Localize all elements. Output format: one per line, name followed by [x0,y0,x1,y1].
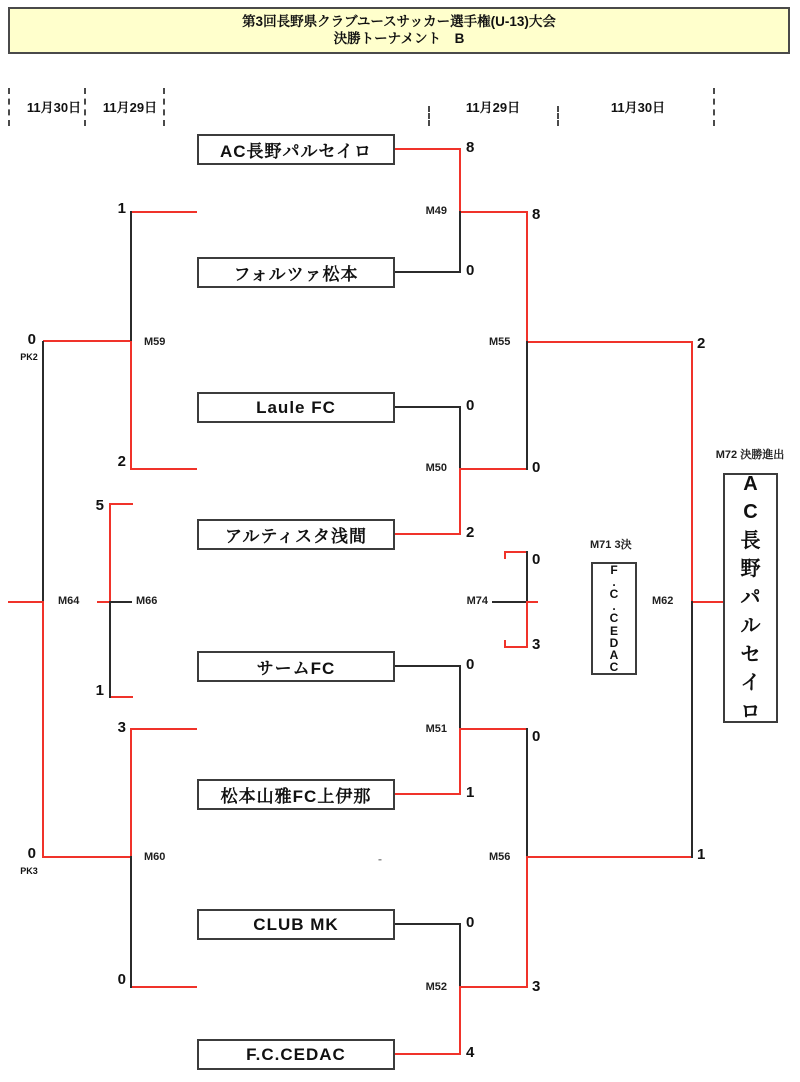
date-separator [428,106,430,126]
team-box-club-mk: CLUB MK [197,909,395,940]
team-box-forza-matsumoto: フォルツァ松本 [197,257,395,288]
bracket-line [42,601,44,858]
label-m56: M56 [489,851,511,863]
bracket-line [130,211,132,343]
bracket-line [109,503,111,603]
bracket-line [110,696,133,698]
vertical-text-char: C [609,660,619,675]
vertical-text-char: 野 [740,558,761,581]
vertical-text-char: C [743,501,758,524]
bracket-line [691,601,693,858]
vertical-text-char: セ [740,643,761,666]
score-m74-bottom: 3 [532,636,541,653]
bracket-line [504,640,506,648]
bracket-line [459,923,461,988]
bracket-line [8,601,43,603]
note-m59-pk: PK2 [20,352,38,362]
score-t1: 8 [466,139,475,156]
label-m72-final-advance: M72 決勝進出 [715,449,785,461]
bracket-line [109,601,111,698]
bracket-line [460,986,527,988]
date-right-inner: 11月29日 [465,100,521,115]
label-m52: M52 [425,981,447,993]
bracket-line [395,533,460,535]
label-m71-third-place: M71 3決 [590,539,632,551]
date-separator [557,106,559,126]
bracket-line [505,551,527,553]
bracket-line [131,211,197,213]
score-m51-winner: 0 [532,728,541,745]
champion-box [723,473,778,723]
bracket-line [130,856,132,988]
score-m60-bottom: 0 [117,971,126,988]
bracket-line [395,1053,460,1055]
bracket-line [459,211,461,273]
bracket-line [460,468,527,470]
score-m66-top: 5 [95,497,104,514]
score-t2: 0 [466,262,475,279]
score-m60-top: 3 [117,719,126,736]
label-m49: M49 [425,205,447,217]
label-m62: M62 [652,595,674,607]
bracket-line [395,665,460,667]
vertical-text-char: C [609,611,619,626]
date-separator [8,88,10,126]
label-m66: M66 [136,595,158,607]
champion-team [741,470,761,727]
bracket-line [527,341,692,343]
bracket-line [395,271,460,273]
score-t6: 1 [466,784,475,801]
score-m52-winner: 3 [532,978,541,995]
bracket-line [395,148,460,150]
date-separator [163,88,165,126]
bracket-line [527,601,538,603]
team-box-laule-fc: Laule FC [197,392,395,423]
bracket-line [131,468,197,470]
team-box-artista-asama: アルティスタ浅間 [197,519,395,550]
score-m74-top: 0 [532,551,541,568]
bracket-line [459,468,461,535]
label-m50: M50 [425,462,447,474]
bracket-line [492,601,527,603]
vertical-text-char: ロ [740,700,761,723]
bracket-line [459,406,461,470]
bracket-line [459,728,461,795]
tournament-subtitle: 決勝トーナメント B [333,31,465,46]
score-m59-winner: 0 [27,331,36,348]
score-t3: 0 [466,397,475,414]
vertical-text-char: イ [740,672,761,695]
score-m60-winner: 0 [27,845,36,862]
bracket-line [130,341,132,470]
label-m74: M74 [466,595,488,607]
label-m51: M51 [425,723,447,735]
vertical-text-char: A [743,472,758,495]
third-place-box [591,562,637,675]
tournament-title: 第3回長野県クラブユースサッカー選手権(U-13)大会 [242,14,556,29]
vertical-text-char: D [609,635,619,650]
bracket-line [504,551,506,559]
bracket-line [43,340,131,342]
stray-mark: - [378,852,382,866]
vertical-text-char: . [612,599,616,614]
score-t4: 2 [466,524,475,541]
bracket-line [130,728,132,858]
vertical-text-char: C [609,587,619,601]
score-t7: 0 [466,914,475,931]
bracket-line [395,406,460,408]
vertical-text-char: 長 [740,529,761,552]
bracket-line [110,601,132,603]
vertical-text-char: E [609,623,618,638]
score-m55-winner: 2 [697,335,706,352]
score-m66-bottom: 1 [95,682,104,699]
vertical-text-char: . [612,574,616,589]
bracket-line [460,211,527,213]
bracket-line [395,793,460,795]
note-m60-pk: PK3 [20,866,38,876]
bracket-line [526,601,528,648]
label-m59: M59 [144,336,166,348]
score-m56-winner: 1 [697,846,706,863]
bracket-line [460,728,527,730]
score-t8: 4 [466,1044,475,1061]
bracket-line [526,211,528,343]
bracket-line [691,341,693,603]
team-box-yamaga-kamiina: 松本山雅FC上伊那 [197,779,395,810]
bracket-line [459,665,461,730]
bracket-line [42,341,44,603]
date-left-inner: 11月29日 [102,100,158,115]
score-m59-top: 1 [117,200,126,217]
bracket-line [110,503,133,505]
bracket-line [43,856,131,858]
team-box-thumb-fc: サームFC [197,651,395,682]
bracket-line [527,856,692,858]
date-separator [713,88,715,126]
third-place-team [610,564,619,674]
team-box-fc-cedac: F.C.CEDAC [197,1039,395,1070]
score-m59-bottom: 2 [117,453,126,470]
score-t5: 0 [466,656,475,673]
bracket-line [505,646,527,648]
date-separator [84,88,86,126]
bracket-line [526,856,528,988]
bracket-line [526,551,528,603]
date-left-outer: 11月30日 [26,100,82,115]
tournament-header [8,7,790,54]
date-right-outer: 11月30日 [610,100,666,115]
bracket-line [459,986,461,1055]
label-m64: M64 [58,595,80,607]
bracket-line [131,986,197,988]
bracket-line [459,148,461,213]
vertical-text-char: A [609,648,619,663]
team-box-ac-nagano: AC長野パルセイロ [197,134,395,165]
score-m50-winner: 0 [532,459,541,476]
vertical-text-char: F [610,562,618,577]
bracket-line [395,923,460,925]
label-m55: M55 [489,336,511,348]
bracket-line [526,728,528,858]
bracket-line [692,601,723,603]
bracket-line [526,341,528,470]
bracket-line [131,728,197,730]
vertical-text-char: パ [740,586,761,609]
vertical-text-char: ル [740,615,761,638]
score-m49-winner: 8 [532,206,541,223]
label-m60: M60 [144,851,166,863]
